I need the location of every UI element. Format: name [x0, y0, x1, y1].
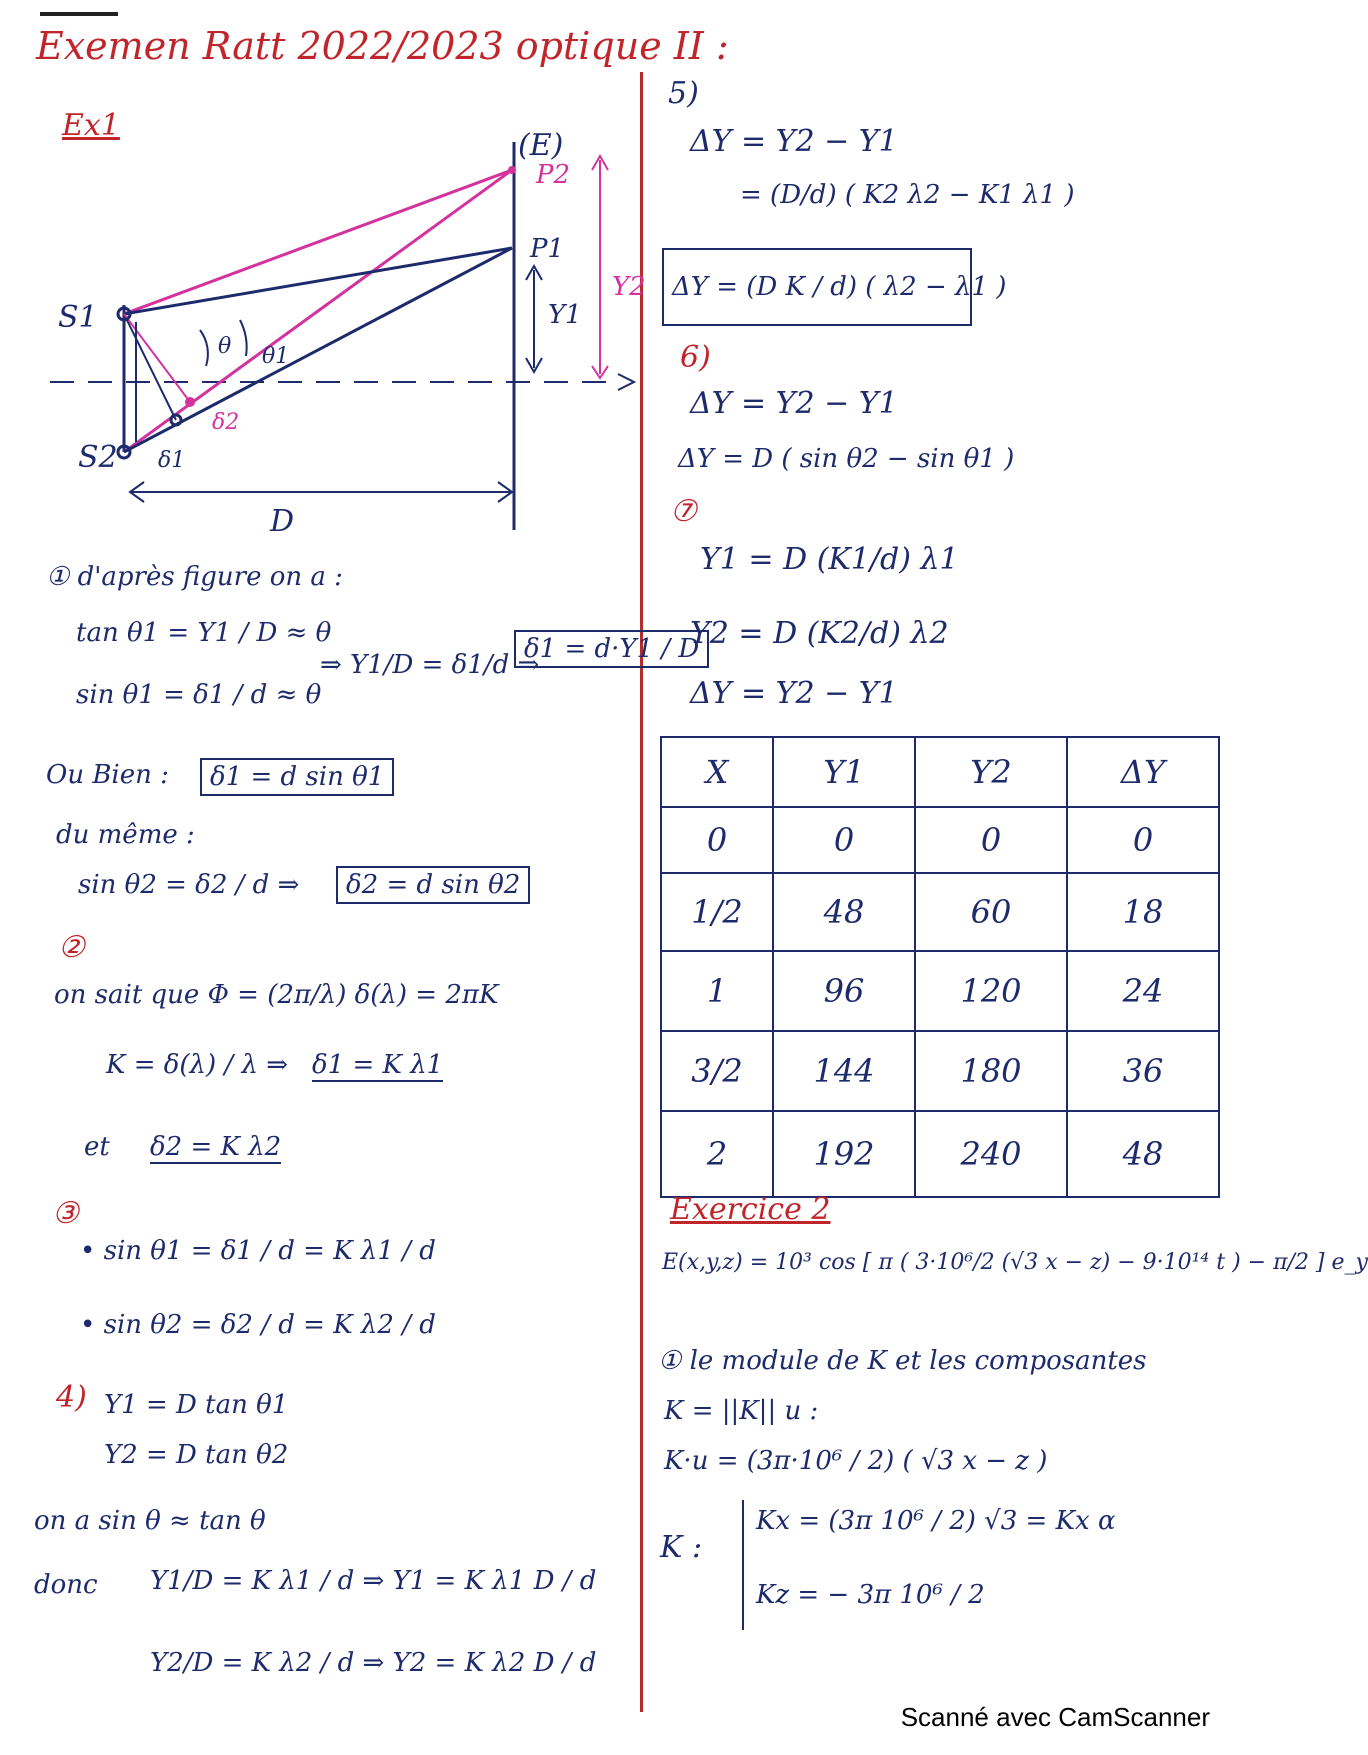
on-a-approx: on a sin θ ≈ tan θ	[34, 1506, 266, 1536]
results-table	[660, 736, 1220, 1198]
donc-label: donc	[34, 1570, 98, 1600]
q6-number: 6)	[680, 340, 711, 375]
table-row	[661, 873, 1219, 951]
k-vector-line: K = ||K|| u :	[664, 1396, 819, 1426]
table-header-row	[661, 737, 1219, 807]
field-equation: E(x,y,z) = 10³ cos [ π ( 3·10⁶/2 (√3 x − z) − 9·10¹⁴ t ) − π/2 ] e_y	[662, 1250, 1368, 1275]
table-header-cell: ΔY	[1067, 737, 1219, 807]
q6-line1: ΔY = Y2 − Y1	[690, 386, 898, 421]
delta2-point	[185, 397, 195, 407]
q5-line1: ΔY = Y2 − Y1	[690, 124, 898, 159]
q4-y2: Y2 = D tan θ2	[104, 1440, 289, 1470]
q5-line2: = (D/d) ( K2 λ2 − K1 λ1 )	[740, 180, 1075, 210]
p1-label: P1	[530, 234, 565, 264]
ray-s2-p2	[124, 170, 512, 452]
column-separator	[640, 72, 643, 1712]
delta1-sin-result: δ1 = d sin θ1	[200, 758, 394, 796]
k-brace	[742, 1500, 744, 1630]
donc-y2: Y2/D = K λ2 / d ⇒ Y2 = K λ2 D / d	[150, 1648, 597, 1678]
table-cell: 24	[1067, 951, 1219, 1031]
q3-sin2: • sin θ2 = δ2 / d = K λ2 / d	[80, 1310, 436, 1340]
ex2-q1-line: ① le module de K et les composantes	[658, 1346, 1147, 1376]
table-cell: 96	[773, 951, 915, 1031]
delta2-line	[124, 314, 190, 402]
et-result: δ2 = K λ2	[150, 1132, 282, 1162]
page-title: Exemen Ratt 2022/2023 optique II :	[36, 24, 729, 68]
sin2-equation: sin θ2 = δ2 / d ⇒	[78, 870, 300, 900]
table-cell: 0	[773, 807, 915, 873]
implies-text: ⇒ Y1/D = δ1/d ⇒	[320, 650, 540, 680]
kx-component: Kx = (3π 10⁶ / 2) √3 = Kx α	[756, 1506, 1116, 1536]
table-cell: 36	[1067, 1031, 1219, 1111]
table-cell: 3/2	[661, 1031, 773, 1111]
exercise2-title: Exercice 2	[670, 1192, 831, 1227]
table-cell: 1	[661, 951, 773, 1031]
table-cell: 48	[773, 873, 915, 951]
delta1-label: δ1	[158, 448, 186, 473]
k-components-label: K :	[660, 1530, 703, 1565]
q2-phase-equation: on sait que Φ = (2π/λ) δ(λ) = 2πK	[54, 980, 499, 1010]
q7-y2: Y2 = D (K2/d) λ2	[690, 616, 949, 651]
q5-number: 5)	[668, 76, 699, 111]
et-label: et	[84, 1132, 110, 1162]
q7-number: ⑦	[670, 494, 697, 529]
delta2-label: δ2	[212, 410, 240, 435]
q7-delta: ΔY = Y2 − Y1	[690, 676, 898, 711]
k-result: δ1 = K λ1	[312, 1050, 444, 1080]
exercise1-label: Ex1	[62, 108, 120, 143]
donc-y1: Y1/D = K λ1 / d ⇒ Y1 = K λ1 D / d	[150, 1566, 597, 1596]
table-header-cell: X	[661, 737, 773, 807]
table-cell: 240	[915, 1111, 1067, 1197]
q4-number: 4)	[56, 1380, 87, 1415]
y1-label: Y1	[548, 300, 582, 330]
sin-equation: sin θ1 = δ1 / d ≈ θ	[76, 680, 322, 710]
table-cell: 18	[1067, 873, 1219, 951]
table-row	[661, 951, 1219, 1031]
d-distance-label: D	[270, 504, 295, 539]
table-cell: 180	[915, 1031, 1067, 1111]
q1-title: ① d'après figure on a :	[46, 562, 343, 592]
s1-label: S1	[58, 300, 98, 335]
table-cell: 60	[915, 873, 1067, 951]
young-slits-figure	[0, 120, 640, 600]
table-cell: 120	[915, 951, 1067, 1031]
table-cell: 1/2	[661, 873, 773, 951]
q5-boxed-result: ΔY = (D K / d) ( λ2 − λ1 )	[662, 248, 972, 326]
table-cell: 0	[1067, 807, 1219, 873]
q7-y1: Y1 = D (K1/d) λ1	[700, 542, 959, 577]
q6-line2: ΔY = D ( sin θ2 − sin θ1 )	[678, 444, 1015, 474]
q3-sin1: • sin θ1 = δ1 / d = K λ1 / d	[80, 1236, 436, 1266]
q4-y1: Y1 = D tan θ1	[104, 1390, 289, 1420]
table-cell: 48	[1067, 1111, 1219, 1197]
k-equation: K = δ(λ) / λ ⇒	[106, 1050, 288, 1080]
p2-label: P2	[536, 160, 571, 190]
k-dot-u-line: K·u = (3π·10⁶ / 2) ( √3 x − z )	[664, 1446, 1048, 1476]
p2-point	[508, 166, 516, 174]
kz-component: Kz = − 3π 10⁶ / 2	[756, 1580, 985, 1610]
table-cell: 0	[915, 807, 1067, 873]
table-header-cell: Y1	[773, 737, 915, 807]
delta2-result: δ2 = d sin θ2	[336, 866, 530, 904]
table-cell: 2	[661, 1111, 773, 1197]
s2-label: S2	[78, 440, 118, 475]
tan-equation: tan θ1 = Y1 / D ≈ θ	[76, 618, 332, 648]
scanner-footer: Scanné avec CamScanner	[900, 1702, 1210, 1732]
top-mark	[40, 12, 118, 16]
table-row	[661, 807, 1219, 873]
q3-number: ③	[52, 1196, 79, 1231]
theta-label: θ	[218, 334, 232, 359]
du-meme-label: du même :	[56, 820, 195, 850]
table-row	[661, 1111, 1219, 1197]
table-row	[661, 1031, 1219, 1111]
table-cell: 192	[773, 1111, 915, 1197]
table-cell: 0	[661, 807, 773, 873]
y2-label: Y2	[612, 272, 646, 302]
theta1-label: θ1	[262, 344, 290, 369]
delta1-result: δ1 = d·Y1 / D	[514, 630, 709, 668]
table-cell: 144	[773, 1031, 915, 1111]
screen-label: (E)	[518, 128, 564, 163]
delta1-line	[124, 314, 176, 420]
table-header-cell: Y2	[915, 737, 1067, 807]
ray-s1-p1	[124, 248, 512, 314]
q2-number: ②	[58, 930, 85, 965]
ray-s1-p2	[124, 170, 512, 314]
ou-bien-label: Ou Bien :	[46, 760, 169, 790]
